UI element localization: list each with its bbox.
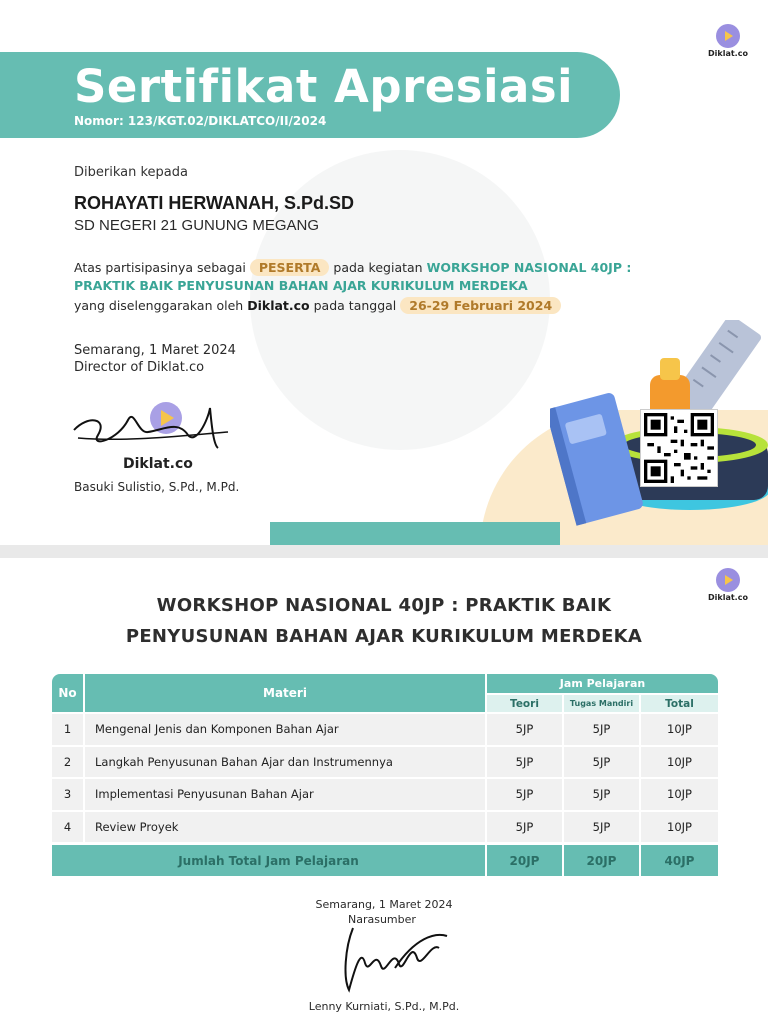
row-materi: Review Proyek [85,812,485,843]
event-title-part-2: PRAKTIK BAIK PENYUSUNAN BAHAN AJAR KURIKULUM MERDEKA [74,278,528,293]
row-total: 10JP [641,812,718,843]
signer-title: Director of Diklat.co [74,360,205,375]
place-date: Semarang, 1 Maret 2024 [74,343,236,358]
table-header [52,674,718,712]
line3-mid: pada tanggal [313,298,397,313]
speaker-signature [335,918,455,998]
decorative-teal-bar [270,522,560,545]
signer-name: Lenny Kurniati, S.Pd., M.Pd. [308,1000,460,1013]
footer-tugas: 20JP [564,845,639,876]
given-to-label: Diberikan kepada [74,165,188,180]
recipient-school: SD NEGERI 21 GUNUNG MEGANG [74,217,320,234]
curriculum-page [0,558,768,1024]
event-title-part-1: WORKSHOP NASIONAL 40JP : [426,260,632,275]
row-teori: 5JP [487,779,562,810]
header-materi: Materi [85,674,485,712]
footer-teori: 20JP [487,845,562,876]
row-materi: Implementasi Penyusunan Bahan Ajar [85,779,485,810]
row-tugas: 5JP [564,747,639,778]
director-signature [68,390,238,475]
header-no: No [52,674,83,712]
row-materi: Mengenal Jenis dan Komponen Bahan Ajar [85,714,485,745]
certificate-title: Sertifikat Apresiasi [74,60,574,113]
line1-pre: Atas partisipasinya sebagai [74,260,246,275]
participation-line-3 [74,297,561,314]
row-tugas: 5JP [564,779,639,810]
header-tugas-mandiri: Tugas Mandiri [564,695,639,712]
participation-line-2 [74,278,528,293]
curriculum-table [52,674,718,876]
qr-code [640,409,718,487]
recipient-name: ROHAYATI HERWANAH, S.Pd.SD [74,193,355,213]
workshop-title-line-1: WORKSHOP NASIONAL 40JP : PRAKTIK BAIK [156,595,612,616]
row-teori: 5JP [487,812,562,843]
header-teori: Teori [487,695,562,712]
row-no: 3 [52,779,83,810]
header-jam-pelajaran: Jam Pelajaran [487,674,718,693]
date-badge: 26-29 Februari 2024 [400,297,561,314]
row-total: 10JP [641,747,718,778]
header-total: Total [641,695,718,712]
row-no: 1 [52,714,83,745]
play-icon [716,24,740,48]
brand-logo [708,24,748,58]
brand-name: Diklat.co [708,49,748,58]
participation-line-1 [74,259,631,276]
table-row [52,714,718,747]
footer-total: 40JP [641,845,718,876]
signature-logo-text: Diklat.co [123,456,193,472]
line3-pre: yang diselenggarakan oleh [74,298,244,313]
row-tugas: 5JP [564,812,639,843]
brand-name: Diklat.co [708,593,748,602]
place-date: Semarang, 1 Maret 2024 [315,898,453,911]
row-teori: 5JP [487,714,562,745]
table-footer [52,845,718,876]
row-materi: Langkah Penyusunan Bahan Ajar dan Instrumennya [85,747,485,778]
signer-role: Narasumber [348,913,416,926]
role-badge: PESERTA [250,259,330,276]
row-teori: 5JP [487,747,562,778]
table-row [52,747,718,780]
footer-label: Jumlah Total Jam Pelajaran [52,845,485,876]
row-no: 4 [52,812,83,843]
table-row [52,812,718,845]
workshop-title-line-2: PENYUSUNAN BAHAN AJAR KURIKULUM MERDEKA [125,626,643,647]
page-divider [0,545,768,558]
row-no: 2 [52,747,83,778]
line1-mid: pada kegiatan [333,260,423,275]
row-total: 10JP [641,714,718,745]
signer-name: Basuki Sulistio, S.Pd., M.Pd. [74,480,240,494]
table-row [52,779,718,812]
row-tugas: 5JP [564,714,639,745]
row-total: 10JP [641,779,718,810]
organizer-name: Diklat.co [247,298,310,313]
certificate-number: Nomor: 123/KGT.02/DIKLATCO/II/2024 [74,114,327,128]
play-icon [716,568,740,592]
